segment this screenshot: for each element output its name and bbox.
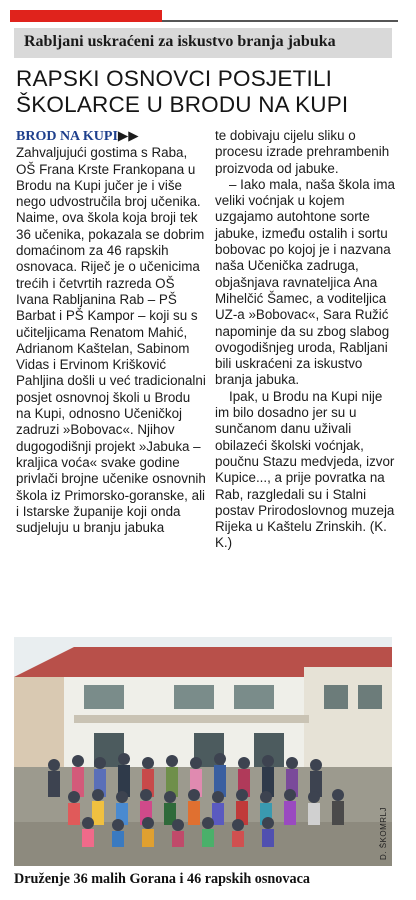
dateline: BROD NA KUPI: [16, 129, 118, 144]
group-photo: [14, 637, 392, 866]
body-paragraph: te dobivaju cijelu sliku o procesu izrade prehrambenih proizvoda od jabuke.: [215, 128, 390, 176]
photo-credit: D. ŠKOMRLJ: [379, 806, 388, 860]
article-column-left: [16, 128, 206, 536]
body-paragraph: – Iako mala, naša škola ima veliki voćnjak u kojem uzgajamo autohtone sorte jabuke, između ostalih i sortu bobovac po kojoj je i nazvana naša Učenička zadruga, objašnjava ravnateljica Ana Mihelčić Šamec, a voditeljica UZ-a »Bobovac«, Sara Ružić napominje da su zbog slabog ovogodišnjeg uroda, Rabljani bili uskraćeni za iskustvo branja jabuka.: [215, 176, 395, 388]
section-accent-bar: [10, 10, 162, 22]
kicker-headline: Rabljani uskraćeni za iskustvo branja jabuka: [14, 28, 392, 58]
article-headline: RAPSKI OSNOVCI POSJETILI ŠKOLARCE U BRODU NA KUPI: [16, 66, 349, 117]
top-bar: [0, 0, 416, 26]
section-rule: [162, 20, 398, 22]
article-column-right: [215, 128, 400, 552]
photo-caption: Druženje 36 malih Gorana i 46 rapskih osnovaca: [14, 871, 310, 887]
dateline-arrow-icon: ▶▶: [117, 128, 139, 143]
body-paragraph: Zahvaljujući gostima s Raba, OŠ Frana Krste Frankopana u Brodu na Kupi jučer je i više nego udvostručila broj učenika. Naime, ova škola koja broji tek 36 učenika, pokazala se dobrim domaćinom za 46 rapskih osnovaca. Riječ je o učenicima trećih i četvrtih razreda OŠ Ivana Rabljanina Rab – PŠ Barbat i PŠ Kampor – koji su s učiteljicama Renatom Mahić, Adrianom Kaštelan, Sabinom Vidas i Ervinom Krišković Pahljina došli u već tradicionalni posjet osnovnoj školi u Brodu na Kupi, odnosno Učeničkoj zadruzi »Bobovac«. Njihov dugogodišnji projekt »Jabuka – kraljica voća« svake godine privlači brojne učenike osnovnih škola iz Primorsko-goranske, ali i Istarske županije koji onda sudjeluju u branju jabuka: [16, 145, 206, 536]
dateline-row: [16, 128, 206, 145]
group-photo-illustration: [14, 637, 392, 866]
body-paragraph: Ipak, u Brodu na Kupi nije im bilo dosadno jer su u sunčanom danu uživali obilazeći školski voćnjak, poučnu Stazu medvjeda, izvor Kupice..., a prije povratka na Rab, razgledali su i Stalni postav Prirodoslovnog muzeja Rijeka u Kaštelu Zrinskih. (K. K.): [215, 388, 395, 551]
